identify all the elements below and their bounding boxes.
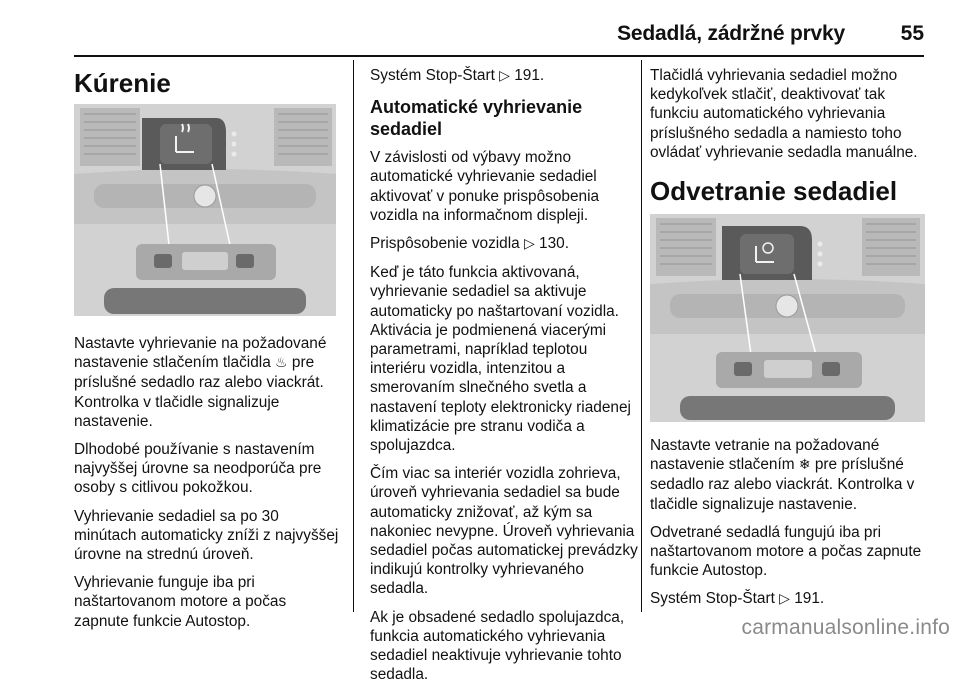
paragraph: V závislosti od výbavy možno automatické vyhrievanie sedadiel aktivovať v ponuke prispôsobenia vozidla na informačnom displeji. [370, 149, 600, 224]
page-header-title: Sedadlá, zádržné prvky [617, 22, 845, 45]
paragraph: Ak je obsadené sedadlo spolujazdca, funkcia automatického vyhrievania sedadiel neaktivuje vyhrievanie tohto sedadla. [370, 608, 625, 684]
paragraph: Vyhrievanie sedadiel sa po 30 minútach automaticky zníži z najvyššej úrovne na strednú úroveň. [74, 507, 339, 564]
paragraph-text: pre príslušné sedadlo raz alebo viackrát. Kontrolka v tlačidle signalizuje nastavenie. [650, 456, 915, 513]
column-divider [641, 60, 642, 612]
reference-page: 191. [509, 67, 545, 84]
paragraph-text: Nastavte vetranie na požadované nastavenie stlačením [650, 437, 880, 474]
page-number: 55 [900, 22, 924, 45]
watermark: carmanualsonline.info [741, 616, 950, 639]
reference-arrow-icon: ▷ [779, 591, 790, 608]
section-heading-auto-heating: Automatické vyhrievanie sedadiel [370, 97, 583, 140]
section-heading-heating: Kúrenie [74, 68, 171, 98]
seat-vent-icon: ❄ [798, 457, 811, 474]
reference-text: Systém Stop-Štart [650, 590, 780, 608]
reference-page: 130. [534, 235, 570, 253]
reference-arrow-icon: ▷ [499, 68, 510, 84]
section-heading-ventilation: Odvetranie sedadiel [650, 176, 898, 207]
cross-reference [370, 66, 638, 86]
reference-arrow-icon: ▷ [524, 236, 535, 253]
header-rule [74, 55, 924, 57]
seat-ventilation-figure [650, 214, 925, 422]
column-divider [353, 60, 354, 612]
paragraph [74, 334, 344, 431]
paragraph: Tlačidlá vyhrievania sedadiel možno kedykoľvek stlačiť, deaktivovať tak funkciu automatického vyhrievania príslušného sedadla a namiesto toho ovládať vyhrievanie sedadla manuálne. [650, 67, 918, 161]
seat-heating-figure [74, 104, 336, 316]
paragraph: Keď je táto funkcia aktivovaná, vyhrievanie sedadiel sa aktivuje automaticky po naštartovaní vozidla. Aktivácia je podmienená viacerými parametrami, napríklad teplotou interiéru vozidla, intenzitou a smerovaním slnečného svetla a nastavení teploty elektronicky riadenej klimatizácie pre stranu vodiča a spolujazdca. [370, 264, 631, 455]
seat-heat-icon: ♨ [275, 355, 288, 372]
column-3 [650, 60, 928, 619]
paragraph-text: pre príslušné sedadlo raz alebo viackrát. Kontrolka v tlačidle signalizuje nastavenie. [74, 354, 324, 430]
paragraph: Vyhrievanie funguje iba pri naštartovanom motore a počas zapnute funkcie Autostop. [74, 574, 287, 630]
reference-text: Prispôsobenie vozidla [370, 235, 524, 253]
paragraph [650, 436, 928, 514]
cross-reference [370, 234, 638, 254]
console-illustration [74, 104, 336, 316]
column-1 [74, 60, 344, 640]
reference-text: Systém Stop-Štart [370, 67, 500, 84]
paragraph-text: Nastavte vyhrievanie na požadované nastavenie stlačením tlačidla [74, 335, 327, 372]
cross-reference [650, 589, 928, 609]
column-2 [370, 60, 638, 693]
paragraph: Čím viac sa interiér vozidla zohrieva, úroveň vyhrievania sedadiel sa bude automaticky znižovať, až kým sa nakoniec nevypne. Úroveň vyhrievania sedadiel počas automatickej prevádzky indikujú kontrolky vyhrievaného sedadla. [370, 465, 638, 598]
paragraph: Dlhodobé používanie s nastavením najvyššej úrovne sa neodporúča pre osoby s citlivou pokožkou. [74, 441, 322, 497]
reference-page: 191. [789, 590, 825, 608]
console-illustration [650, 214, 925, 422]
paragraph: Odvetrané sedadlá fungujú iba pri naštartovanom motore a počas zapnute funkcie Autostop. [650, 523, 922, 580]
